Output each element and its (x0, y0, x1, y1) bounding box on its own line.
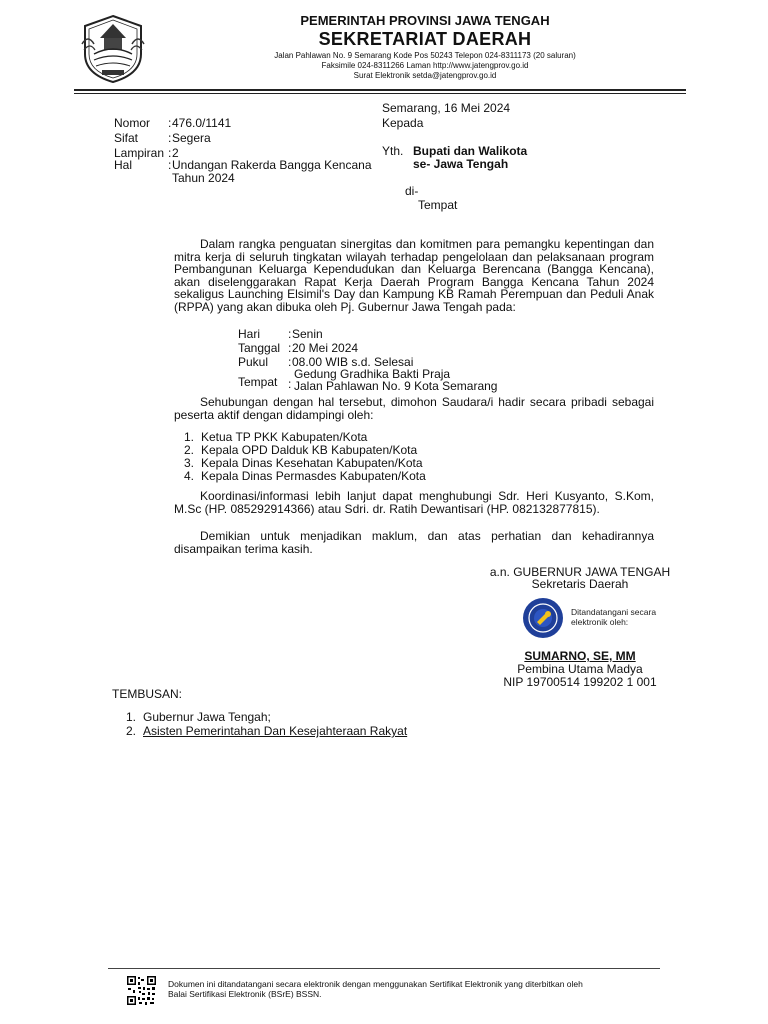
list-text: Kepala OPD Dalduk KB Kabupaten/Kota (201, 443, 418, 457)
colon: : (168, 158, 172, 172)
hal-label: Hal (114, 158, 133, 172)
list-text: Kepala Dinas Permasdes Kabupaten/Kota (201, 469, 426, 483)
paragraph-line: Dalam rangka penguatan sinergitas dan komitmen para pemangku kepentingan dan (200, 237, 654, 251)
office-name: SEKRETARIAT DAERAH (318, 29, 532, 49)
list-number: 1. (126, 710, 137, 724)
list-number: 1. (184, 430, 195, 444)
government-name: PEMERINTAH PROVINSI JAWA TENGAH (300, 13, 550, 28)
signer-rank: Pembina Utama Madya (517, 662, 643, 676)
paragraph-line: sekaligus Launching Elsimil's Day dan Kampung KB Ramah Perempuan dan Peduli Anak (174, 287, 654, 301)
list-item (126, 725, 407, 739)
di-label: di- (405, 184, 419, 198)
colon: : (288, 355, 292, 369)
paragraph-invitation (174, 238, 654, 313)
sifat-value: Segera (172, 131, 211, 145)
place-date: Semarang, 16 Mei 2024 (382, 101, 511, 115)
colon: : (168, 146, 172, 160)
email-line: Surat Elektronik setda@jatengprov.go.id (353, 71, 497, 80)
paragraph-line: M.Sc (HP. 085292914366) atau Sdri. dr. Ratih Dewantisari (HP. 082132877815). (174, 501, 600, 516)
recipient-line-1: Bupati dan Walikota (413, 144, 528, 158)
paragraph-request (174, 396, 654, 421)
stamp-caption-line: elektronik oleh: (571, 617, 629, 627)
lampiran-label: Lampiran (114, 146, 165, 160)
yth-label: Yth. (382, 144, 404, 158)
stamp-caption (571, 607, 656, 627)
office-address (180, 51, 670, 81)
tanggal-label: Tanggal (238, 341, 281, 355)
list-number: 2. (184, 443, 195, 457)
paragraph-closing (174, 530, 654, 555)
jawa-tengah-emblem-logo (80, 14, 146, 84)
tempat-label: Tempat (418, 198, 458, 212)
participant-list (184, 431, 426, 483)
contact-line: Faksimile 024-8311266 Laman http://www.jatengprov.go.id (321, 61, 529, 70)
footer-line: Dokumen ini ditandatangani secara elektronik dengan menggunakan Sertifikat Elektronik yang diterbitkan oleh (168, 979, 583, 989)
hal-value-line-1: Undangan Rakerda Bangga Kencana (172, 158, 372, 172)
list-number: 3. (184, 456, 195, 470)
paragraph-line: (RPPA) yang akan dibuka oleh Pj. Gubernur Jawa Tengah pada: (174, 299, 516, 314)
list-text: Ketua TP PKK Kabupaten/Kota (201, 430, 368, 444)
list-number: 4. (184, 469, 195, 483)
hari-value: Senin (292, 327, 323, 341)
tembusan-list (126, 711, 407, 739)
list-item (126, 711, 407, 725)
footer-note (168, 979, 583, 999)
sifat-label: Sifat (114, 131, 139, 145)
list-text: Kepala Dinas Kesehatan Kabupaten/Kota (201, 456, 423, 470)
address-line: Jalan Pahlawan No. 9 Semarang Kode Pos 50243 Telepon 024-8311173 (20 saluran) (274, 51, 576, 60)
paragraph-line: mitra kerja di seluruh tingkatan wilayah terhadap pengelolaan dan pelaksanaan program (174, 249, 654, 264)
footer-line: Balai Sertifikasi Elektronik (BSrE) BSSN. (168, 989, 322, 999)
paragraph-line: akan diselenggarakan Rapat Kerja Daerah Program Bangga Kencana Tahun 2024 (174, 274, 654, 289)
paragraph-line: Sehubungan dengan hal tersebut, dimohon Saudara/i hadir secara pribadi sebagai (200, 395, 654, 409)
signer-nip: NIP 19700514 199202 1 001 (503, 675, 657, 689)
signature-title: a.n. GUBERNUR JAWA TENGAH (489, 565, 671, 579)
tanggal-value: 20 Mei 2024 (292, 341, 359, 355)
signature-position: Sekretaris Daerah (531, 577, 629, 591)
paragraph-contact (174, 490, 654, 515)
footer-divider (108, 968, 660, 969)
lampiran-value: 2 (172, 146, 179, 160)
recipient-line-2: se- Jawa Tengah (413, 157, 509, 171)
paragraph-line: Demikian untuk menjadikan maklum, dan atas perhatian dan kehadirannya (200, 529, 654, 543)
paragraph-line: disampaikan terima kasih. (174, 541, 313, 556)
colon: : (288, 377, 292, 391)
signer-name: SUMARNO, SE, MM (524, 649, 636, 663)
tempat-value-line-2: Jalan Pahlawan No. 9 Kota Semarang (294, 379, 498, 393)
colon: : (168, 131, 172, 145)
nomor-value: 476.0/1141 (172, 116, 232, 130)
letterhead-rule-thin (74, 93, 686, 94)
list-item (184, 470, 426, 483)
hari-label: Hari (238, 327, 261, 341)
tembusan-label: TEMBUSAN: (112, 687, 183, 701)
tempat-value-line-1: Gedung Gradhika Bakti Praja (294, 367, 451, 381)
stamp-caption-line: Ditandatangani secara (571, 607, 657, 617)
colon: : (168, 116, 172, 130)
colon: : (288, 341, 292, 355)
letterhead-rule-thick (74, 89, 686, 91)
qr-code-icon (126, 975, 157, 1006)
tempat-detail-label: Tempat (238, 375, 278, 389)
paragraph-line: peserta aktif dengan didampingi oleh: (174, 407, 374, 422)
nomor-label: Nomor (114, 116, 151, 130)
list-text: Gubernur Jawa Tengah; (143, 710, 271, 724)
hal-value-line-2: Tahun 2024 (172, 171, 235, 185)
pukul-value: 08.00 WIB s.d. Selesai (292, 355, 414, 369)
pukul-label: Pukul (238, 355, 269, 369)
list-number: 2. (126, 724, 137, 738)
colon: : (288, 327, 292, 341)
paragraph-line: Pembangunan Keluarga Kependudukan dan Keluarga Berencana (Bangga Kencana), (174, 262, 654, 276)
kepada-label: Kepada (382, 116, 424, 130)
list-text: Asisten Pemerintahan Dan Kesejahteraan Rakyat (143, 724, 408, 738)
paragraph-line: Koordinasi/informasi lebih lanjut dapat menghubungi Sdr. Heri Kusyanto, S.Kom, (200, 489, 654, 503)
